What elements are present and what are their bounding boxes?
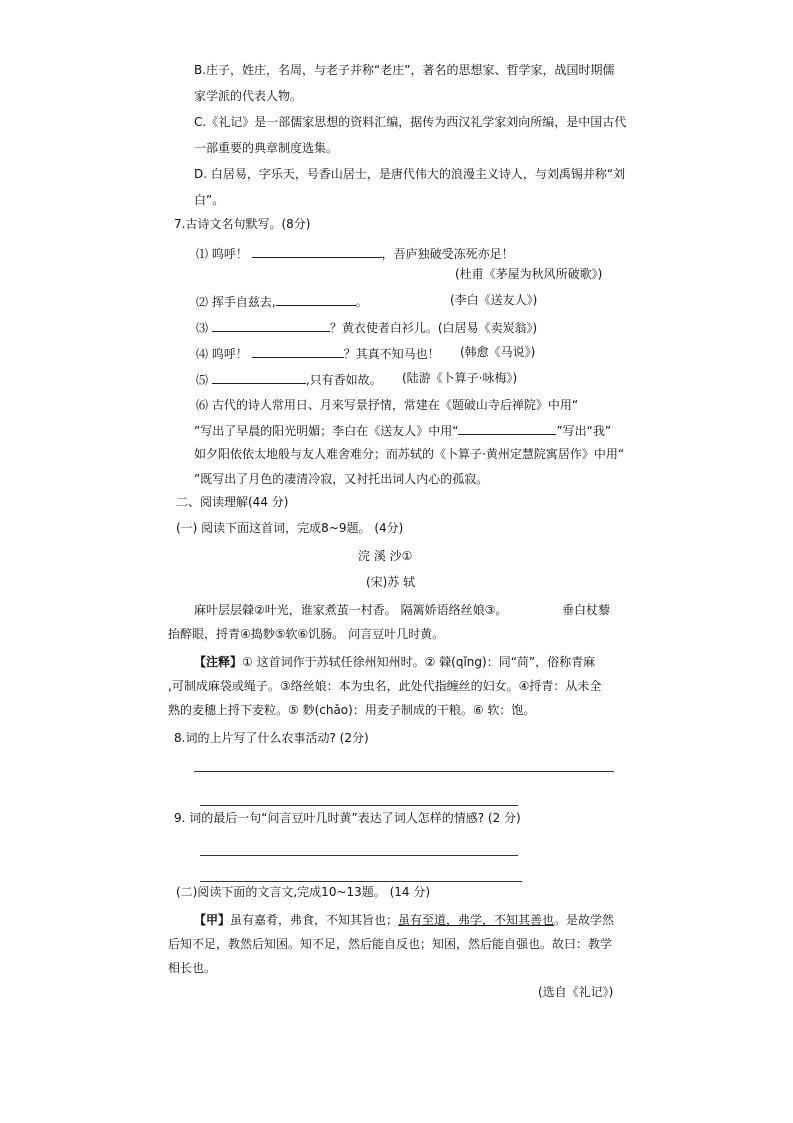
option-c-line2: 一部重要的典章制度选集。	[194, 141, 339, 155]
reading1-instruction: (一) 阅读下面这首词，完成8~9题。 (4分)	[176, 521, 404, 535]
q7-p6-line3: 如夕阳依依太地般与友人难舍难分；而苏轼的《卜算子·黄州定慧院寓居作》中用“	[194, 447, 625, 461]
q7-l2-source: (李白《送友人》)	[450, 293, 538, 307]
q7-l1-prefix: ⑴ 呜呼！	[196, 247, 248, 261]
q7-l5-prefix: ⑸	[196, 373, 209, 387]
q7-l4-source: (韩愈《马说》)	[460, 345, 536, 359]
q7-l2-blank[interactable]	[276, 292, 356, 306]
q7-p6-line4: ”既写出了月色的凄清冷寂，又衬托出词人内心的孤寂。	[194, 472, 489, 486]
q7-l3-prefix: ⑶	[196, 321, 209, 335]
q7-p6-blank[interactable]	[458, 421, 556, 435]
q7-p6-line2b: ”写出“我”	[556, 424, 612, 438]
note-line2: ,可制成麻袋或绳子。③络丝娘：本为虫名，此处代指缠丝的妇女。④捋青：从未全	[168, 679, 602, 693]
jia-line1	[194, 912, 614, 928]
jia-text1a: 虽有嘉肴，弗食，不知其旨也；	[230, 913, 399, 927]
poem-line1-end: 垂白杖藜	[562, 603, 611, 617]
q8-answer-line-1[interactable]	[194, 771, 614, 772]
poem-line2: 抬醉眼，捋青④捣麨⑤软⑥饥肠。 问言豆叶几时黄。	[168, 627, 445, 641]
reading2-instruction: (二)阅读下面的文言文,完成10~13题。 (14 分)	[176, 885, 431, 899]
q7-l2-suffix: 。	[355, 295, 368, 309]
poem-author: (宋)苏 轼	[366, 575, 416, 589]
q7-l1-blank[interactable]	[252, 244, 382, 258]
q7-l4-blank[interactable]	[252, 344, 344, 358]
note-line3: 熟的麦穗上捋下麦粒。⑤ 麨(chǎo)：用麦子制成的干粮。⑥ 软：饱。	[168, 703, 536, 717]
q7-l5-source: (陆游《卜算子·咏梅》)	[402, 371, 518, 385]
jia-source: (选自《礼记》)	[538, 985, 614, 999]
note-line1	[194, 654, 595, 670]
jia-line3: 相长也。	[168, 961, 217, 975]
q7-l1-source: (杜甫《茅屋为秋风所破歌》)	[455, 267, 603, 281]
section2-title: 二、阅读理解(44 分)	[176, 495, 289, 509]
q7-l3-blank[interactable]	[212, 318, 330, 332]
jia-text1b: 。是故学然	[554, 913, 615, 927]
q7-l3-suffix: ？黄衣使者白衫儿。(白居易《卖炭翁》)	[329, 321, 538, 335]
q8-answer-line-2[interactable]	[200, 805, 518, 806]
q7-l2-prefix: ⑵ 挥手自兹去,	[196, 295, 276, 309]
option-d-line2: 白”。	[194, 193, 225, 207]
q7-l5-suffix: ,只有香如故。	[305, 373, 382, 387]
q7-line2	[196, 292, 368, 310]
jia-line2: 后知不足，教然后知困。知不足，然后能自反也；知困，然后能自强也。故曰：教学	[168, 937, 613, 951]
q7-line5	[196, 370, 382, 388]
option-d-line1: D. 白居易，字乐天，号香山居士，是唐代伟大的浪漫主义诗人，与刘禹锡并称“刘	[194, 167, 626, 181]
q9-answer-line-1[interactable]	[200, 855, 518, 856]
jia-underlined: 虽有至道，弗学，不知其善也	[398, 913, 555, 927]
poem-line1: 麻叶层层檾②叶光，谁家煮茧一村香。 隔篱娇语络丝娘③。	[194, 603, 508, 617]
note-text1: ① 这首词作于苏轼任徐州知州时。② 檾(qǐng)：同“苘”，俗称青麻	[242, 655, 596, 669]
q7-l4-prefix: ⑷ 呜呼！	[196, 347, 248, 361]
q9-answer-line-2[interactable]	[200, 881, 522, 882]
q7-p6-line2a: ”写出了早晨的阳光明媚；李白在《送友人》中用“	[194, 424, 459, 438]
q7-p6-line1: ⑹ 古代的诗人常用日、月来写景抒情，常建在《题破山寺后禅院》中用“	[196, 398, 579, 412]
q7-l4-suffix: ？其真不知马也！	[343, 347, 440, 361]
q7-title: 7.古诗文名句默写。(8分)	[174, 217, 311, 231]
q7-line1	[196, 244, 514, 262]
note-label: 【注释】	[194, 655, 243, 669]
option-b-line1: B.庄子，姓庄，名周，与老子并称“老庄”，著名的思想家、哲学家，战国时期儒	[194, 63, 615, 77]
q7-line3	[196, 318, 537, 336]
option-b-line2: 家学派的代表人物。	[194, 89, 303, 103]
question-8: 8.词的上片写了什么农事活动? (2分)	[174, 731, 369, 745]
q7-p6-line2	[194, 421, 611, 439]
q7-l1-suffix: ，吾庐独破受冻死亦足！	[381, 247, 514, 261]
q7-l5-blank[interactable]	[212, 370, 306, 384]
q7-line4	[196, 344, 440, 362]
poem-title: 浣 溪 沙①	[358, 549, 413, 563]
jia-label: 【甲】	[194, 913, 231, 927]
option-c-line1: C.《礼记》是一部儒家思想的资料汇编，据传为西汉礼学家刘向所编，是中国古代	[194, 115, 627, 129]
question-9: 9. 词的最后一句“问言豆叶几时黄”表达了词人怎样的情感? (2 分)	[174, 811, 521, 825]
